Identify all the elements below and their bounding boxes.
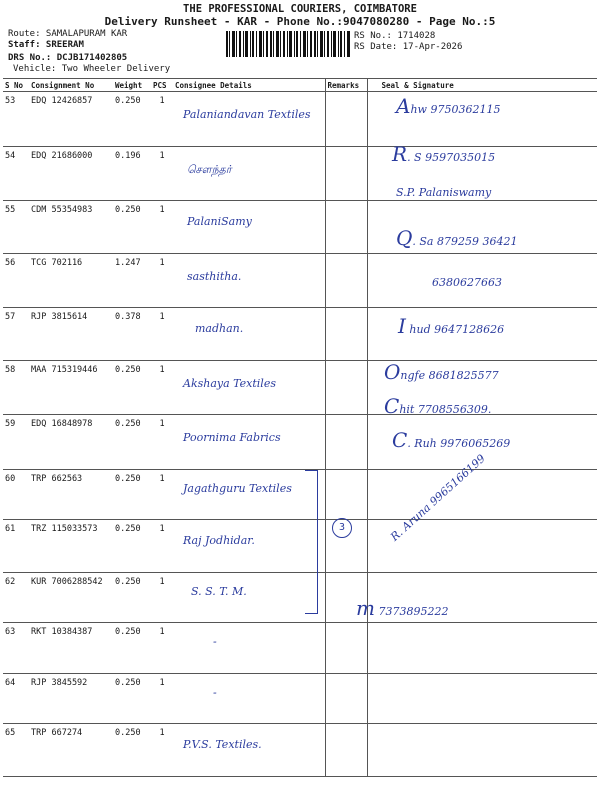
consignee-cell: Jagathguru Textiles xyxy=(173,469,325,520)
consignment-cell: MAA 715319446 xyxy=(29,360,113,415)
weight-cell: 0.250 xyxy=(113,92,151,147)
group-bracket xyxy=(305,470,318,614)
remarks-cell xyxy=(325,92,367,147)
remarks-cell xyxy=(325,623,367,674)
consignment-cell: TRP 662563 xyxy=(29,469,113,520)
pcs-cell: 1 xyxy=(151,673,173,724)
consignment-cell: EDQ 21686000 xyxy=(29,146,113,201)
signature-54: R. S 9597035015 xyxy=(392,142,496,166)
seal-cell xyxy=(367,469,597,520)
col-pcs: PCS xyxy=(151,79,173,92)
signature-57: 6380627663 xyxy=(432,276,502,289)
pcs-cell: 1 xyxy=(151,724,173,777)
consignment-cell: TRP 667274 xyxy=(29,724,113,777)
sno-cell: 65 xyxy=(3,724,29,777)
pcs-cell: 1 xyxy=(151,201,173,254)
sno-cell: 55 xyxy=(3,201,29,254)
col-consignee: Consignee Details xyxy=(173,79,325,92)
consignee-cell: Poornima Fabrics xyxy=(173,415,325,470)
weight-cell: 0.250 xyxy=(113,673,151,724)
remarks-cell xyxy=(325,673,367,724)
table-row xyxy=(3,673,597,724)
pcs-cell: 1 xyxy=(151,92,173,147)
signature-58: I hud 9647128626 xyxy=(398,314,505,338)
sno-cell: 62 xyxy=(3,572,29,623)
seal-cell xyxy=(367,673,597,724)
route-label: Route: SAMALAPURAM KAR xyxy=(8,29,128,39)
table-row xyxy=(3,360,597,415)
consignment-cell: RKT 10384387 xyxy=(29,623,113,674)
table-row xyxy=(3,253,597,308)
group-signature: R. Aruna 9965166199 xyxy=(388,451,488,544)
pcs-cell: 1 xyxy=(151,469,173,520)
remarks-cell xyxy=(325,724,367,777)
sno-cell: 56 xyxy=(3,253,29,308)
weight-cell: 0.250 xyxy=(113,469,151,520)
consignee-cell: sasthitha. xyxy=(173,253,325,308)
table-row xyxy=(3,146,597,201)
signature-53: Ahw 9750362115 xyxy=(396,94,501,118)
signature-55: S.P. Palaniswamy xyxy=(396,186,492,199)
consignment-cell: KUR 7006288542 xyxy=(29,572,113,623)
seal-cell xyxy=(367,623,597,674)
signature-56: Q. Sa 879259 36421 xyxy=(396,226,518,250)
weight-cell: 1.247 xyxy=(113,253,151,308)
remarks-cell xyxy=(325,469,367,520)
weight-cell: 0.250 xyxy=(113,520,151,573)
staff-label: Staff: SREERAM xyxy=(8,40,84,50)
table-row xyxy=(3,92,597,147)
sno-cell: 61 xyxy=(3,520,29,573)
signature-59: Ongfe 8681825577 xyxy=(384,360,499,384)
company-name: THE PROFESSIONAL COURIERS, COIMBATORE xyxy=(183,3,417,15)
consignee-cell: PalaniSamy xyxy=(173,201,325,254)
consignee-cell: Akshaya Textiles xyxy=(173,360,325,415)
pcs-cell: 1 xyxy=(151,146,173,201)
remarks-cell xyxy=(325,253,367,308)
remarks-cell xyxy=(325,146,367,201)
table-row xyxy=(3,469,597,520)
consignee-cell: S. S. T. M. xyxy=(173,572,325,623)
sno-cell: 54 xyxy=(3,146,29,201)
pcs-cell: 1 xyxy=(151,572,173,623)
signature-65: m 7373895222 xyxy=(356,596,449,620)
sno-cell: 58 xyxy=(3,360,29,415)
col-weight: Weight xyxy=(113,79,151,92)
remarks-cell xyxy=(325,415,367,470)
sno-cell: 63 xyxy=(3,623,29,674)
sno-cell: 59 xyxy=(3,415,29,470)
runsheet-title: Delivery Runsheet - KAR - Phone No.:9047080280 - Page No.:5 xyxy=(104,15,496,28)
weight-cell: 0.378 xyxy=(113,308,151,361)
vehicle-label: Vehicle: Two Wheeler Delivery xyxy=(13,64,171,74)
table-header-row xyxy=(3,79,597,92)
consignee-cell: - xyxy=(173,673,325,724)
consignment-cell: CDM 55354983 xyxy=(29,201,113,254)
remarks-cell xyxy=(325,360,367,415)
consignee-cell: Raj Jodhidar. xyxy=(173,520,325,573)
col-consignment: Consignment No xyxy=(29,79,113,92)
weight-cell: 0.196 xyxy=(113,146,151,201)
table-row xyxy=(3,572,597,623)
circled-count: 3 xyxy=(332,518,352,538)
rs-date: RS Date: 17-Apr-2026 xyxy=(354,42,463,52)
table-row xyxy=(3,623,597,674)
pcs-cell: 1 xyxy=(151,253,173,308)
consignee-cell: Palaniandavan Textiles xyxy=(173,92,325,147)
consignee-cell: - xyxy=(173,623,325,674)
remarks-cell xyxy=(325,201,367,254)
rs-number: RS No.: 1714028 xyxy=(354,31,436,41)
barcode xyxy=(226,31,350,57)
consignee-cell: madhan. xyxy=(173,308,325,361)
seal-cell xyxy=(367,724,597,777)
sno-cell: 53 xyxy=(3,92,29,147)
remarks-cell xyxy=(325,308,367,361)
consignee-cell: சௌந்தர் xyxy=(173,146,325,201)
consignment-cell: EDQ 12426857 xyxy=(29,92,113,147)
consignment-cell: RJP 3845592 xyxy=(29,673,113,724)
consignment-cell: RJP 3815614 xyxy=(29,308,113,361)
weight-cell: 0.250 xyxy=(113,360,151,415)
consignment-cell: EDQ 16848978 xyxy=(29,415,113,470)
col-seal: Seal & Signature xyxy=(367,79,597,92)
sno-cell: 64 xyxy=(3,673,29,724)
pcs-cell: 1 xyxy=(151,623,173,674)
table-row xyxy=(3,308,597,361)
pcs-cell: 1 xyxy=(151,415,173,470)
col-sno: S No xyxy=(3,79,29,92)
table-row xyxy=(3,520,597,573)
pcs-cell: 1 xyxy=(151,360,173,415)
consignment-cell: TRZ 115033573 xyxy=(29,520,113,573)
pcs-cell: 1 xyxy=(151,308,173,361)
sno-cell: 57 xyxy=(3,308,29,361)
drs-number: DRS No.: DCJB171402805 xyxy=(8,53,128,63)
weight-cell: 0.250 xyxy=(113,201,151,254)
weight-cell: 0.250 xyxy=(113,623,151,674)
pcs-cell: 1 xyxy=(151,520,173,573)
weight-cell: 0.250 xyxy=(113,415,151,470)
weight-cell: 0.250 xyxy=(113,724,151,777)
weight-cell: 0.250 xyxy=(113,572,151,623)
table-row xyxy=(3,724,597,777)
consignee-cell: P.V.S. Textiles. xyxy=(173,724,325,777)
sno-cell: 60 xyxy=(3,469,29,520)
consignment-cell: TCG 702116 xyxy=(29,253,113,308)
signature-61: C. Ruh 9976065269 xyxy=(392,428,511,452)
signature-60: Chit 7708556309. xyxy=(384,394,492,418)
col-remarks: Remarks xyxy=(325,79,367,92)
